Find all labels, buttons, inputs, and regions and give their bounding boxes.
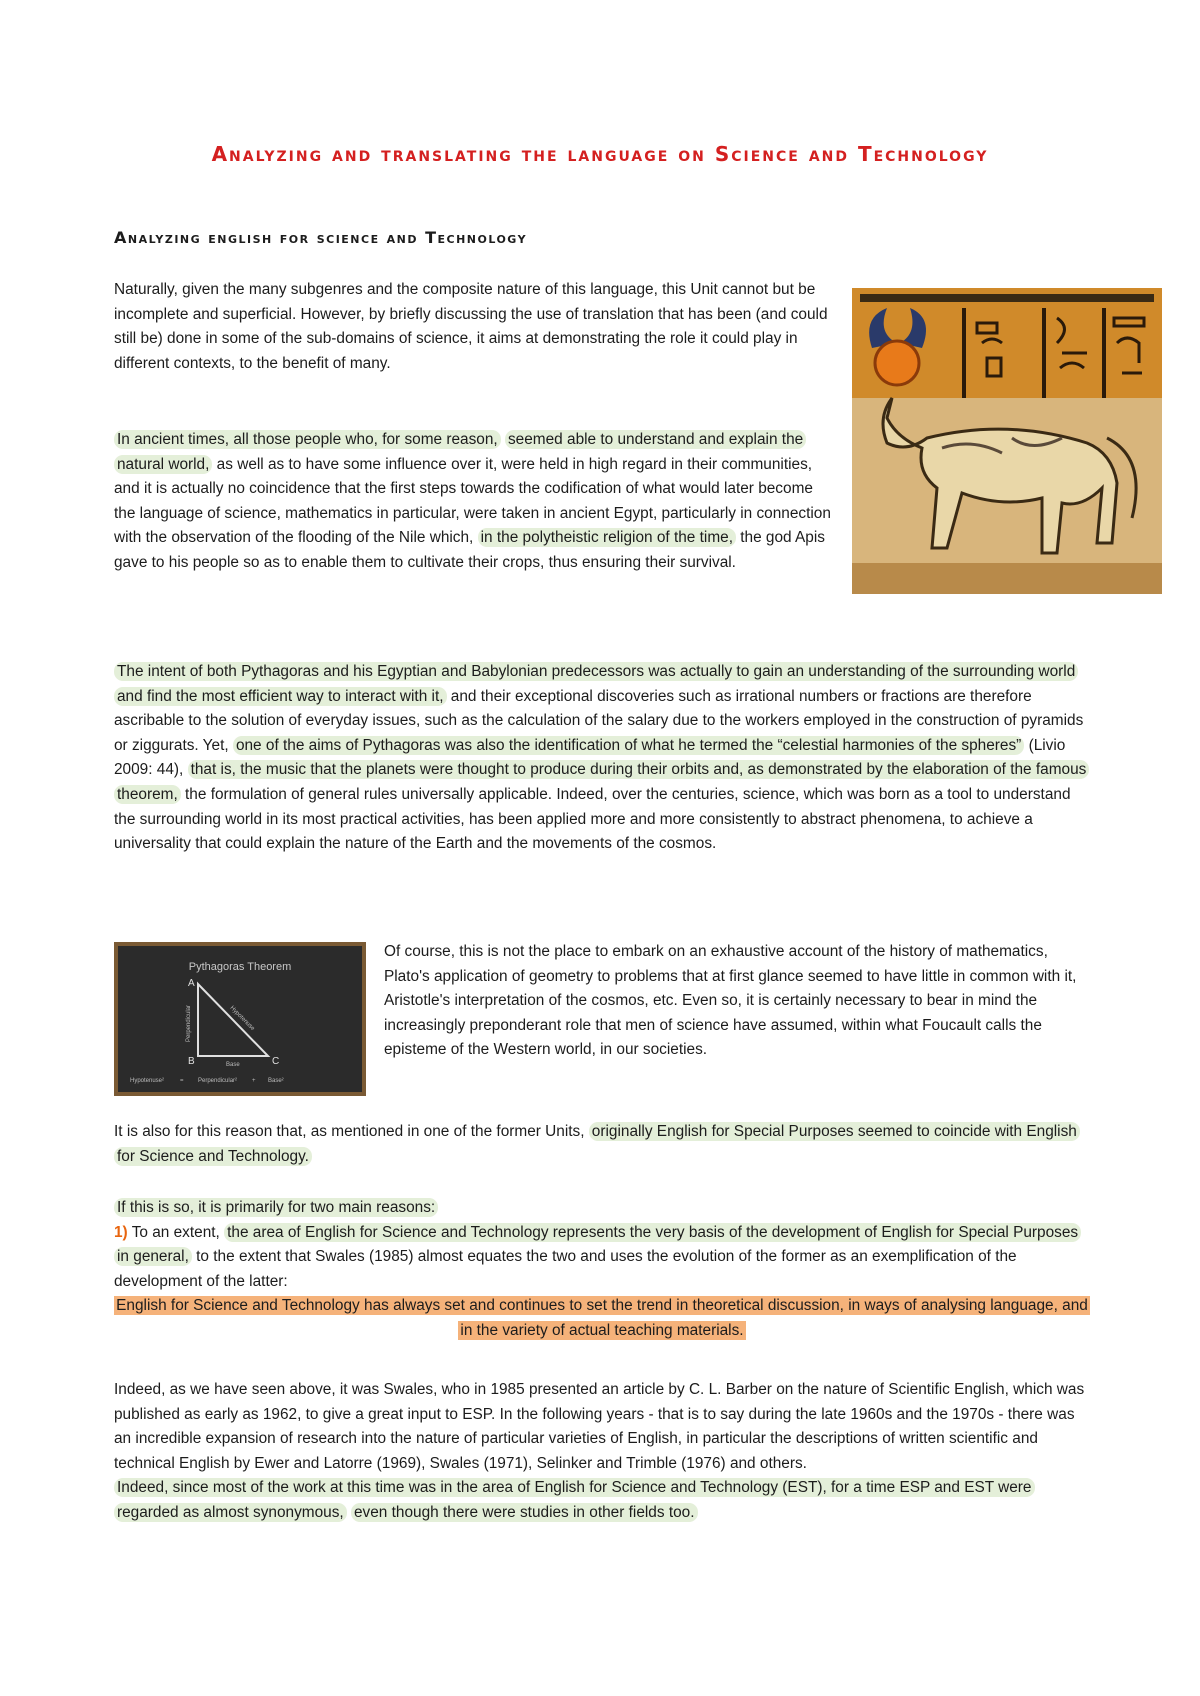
- paragraph-pythagoras: [114, 660, 1090, 857]
- list-number: 1): [114, 1223, 128, 1241]
- document-title: Analyzing and translating the language on Science and Technology: [211, 142, 989, 166]
- formula-plus: +: [252, 1078, 256, 1084]
- section-heading: Analyzing english for science and Technology: [114, 228, 528, 247]
- highlight: If this is so, it is primarily for two main reasons:: [114, 1198, 438, 1217]
- highlight: that is, the music that the planets were thought to produce during their orbits and, as demonstrated by the elaboration of the famous theorem,: [114, 760, 1089, 804]
- paragraph-two-reasons: [114, 1196, 1086, 1294]
- plain-text: Indeed, as we have seen above, it was Swales, who in 1985 presented an article by C. L. Barber on the nature of Scientific English, which was published as early as 1962, to give a great input to ESP. In the following years - that is to say during the late 1960s and the 1970s - there was an incredible expansion of research into the nature of particular varieties of English, in particular the descriptions of written scientific and technical English by Ewer and Latorre (1969), Swales (1971), Selinker and Trimble (1976) and others.: [114, 1381, 1085, 1472]
- plain-text: To an extent,: [131, 1223, 220, 1241]
- apis-bull-image: [852, 288, 1162, 594]
- plain-text: It is also for this reason that, as mentioned in one of the former Units,: [114, 1123, 585, 1140]
- highlight: seemed able to understand and explain the natural world,: [114, 430, 806, 474]
- highlight: Indeed, since most of the work at this time was in the area of English for Science and Technology (EST), for a time ESP and EST were regarded as almost synonymous,: [114, 1478, 1035, 1522]
- formula-hypotenuse: Hypotenuse²: [130, 1078, 165, 1084]
- vertex-b-label: B: [188, 1056, 195, 1067]
- highlight: The intent of both Pythagoras and his Egyptian and Babylonian predecessors was actually to gain an understanding of the surrounding world and find the most efficient way to interact with it,: [114, 662, 1078, 706]
- hypotenuse-label: Hypotenuse: [228, 1005, 256, 1033]
- plain-text: as well as to have some influence over it, were held in high regard in their communities, and it is actually no coincidence that the first steps towards the codification of what would later become the language of science, mathematics in particular, were taken in ancient Egypt, particularly in connection with the observation of the flooding of the Nile which,: [114, 455, 831, 547]
- plain-text: the god Apis gave to his people so as to enable them to cultivate their crops, thus ensuring their survival.: [114, 529, 825, 571]
- base-label: Base: [226, 1062, 240, 1068]
- formula-base: Base²: [268, 1078, 284, 1084]
- vertex-a-label: A: [188, 978, 195, 989]
- paragraph-reason: [114, 1120, 1086, 1169]
- vertex-c-label: C: [272, 1056, 280, 1067]
- paragraph-ancient-times: [114, 428, 834, 576]
- highlight: even though there were studies in other fields too.: [351, 1503, 698, 1522]
- highlight: In ancient times, all those people who, for some reason,: [114, 430, 501, 449]
- block-quote: [114, 1294, 1090, 1343]
- plain-text: and their exceptional discoveries such as irrational numbers or fractions are therefore ascribable to the solution of everyday issues, such as the calculation of the salary due to the workers employed in the construction of pyramids or ziggurats. Yet,: [114, 687, 1084, 754]
- board-title: Pythagoras Theorem: [188, 961, 292, 973]
- plain-text: to the extent that Swales (1985) almost equates the two and uses the evolution of the former as an exemplification of the development of the latter:: [114, 1248, 1017, 1290]
- highlight: originally English for Special Purposes seemed to coincide with English for Science and Technology.: [114, 1122, 1080, 1166]
- paragraph-intro: Naturally, given the many subgenres and the composite nature of this language, this Unit cannot but be incomplete and superficial. However, by briefly discussing the use of translation that has been (and could still be) done in some of the sub-domains of science, it aims at demonstrating the role it could play in different contexts, to the benefit of many.: [114, 281, 828, 372]
- perpendicular-label: Perpendicular: [186, 1004, 192, 1042]
- pythagoras-theorem-image: [114, 942, 366, 1096]
- plain-text: the formulation of general rules universally applicable. Indeed, over the centuries, science, which was born as a tool to understand the surrounding world in its most practical activities, has been applied more and more consistently to abstract phenomena, to achieve a universality that could explain the nature of the Earth and the movements of the cosmos.: [114, 785, 1071, 853]
- formula-equals: =: [180, 1078, 184, 1084]
- formula-perpendicular: Perpendicular²: [198, 1078, 238, 1084]
- paragraph-swales: [114, 1378, 1090, 1526]
- citation: (Livio 2009: 44),: [114, 736, 1066, 779]
- highlight: the area of English for Science and Technology represents the very basis of the development of English for Special Purposes in general,: [114, 1223, 1081, 1267]
- paragraph-history: Of course, this is not the place to embark on an exhaustive account of the history of mathematics, Plato's application of geometry to problems that at first glance seemed to have little in common with it, Aristotle's interpretation of the cosmos, etc. Even so, it is certainly necessary to bear in mind the increasingly preponderant role that men of science have assumed, within what Foucault calls the episteme of the Western world, in our societies.: [384, 943, 1077, 1059]
- highlight: in the polytheistic religion of the time,: [478, 528, 736, 547]
- highlight-orange: English for Science and Technology has always set and continues to set the trend in theoretical discussion, in ways of analysing language, and in the variety of actual teaching materials.: [116, 1297, 1088, 1339]
- highlight: one of the aims of Pythagoras was also the identification of what he termed the “celestial harmonies of the spheres”: [233, 736, 1024, 755]
